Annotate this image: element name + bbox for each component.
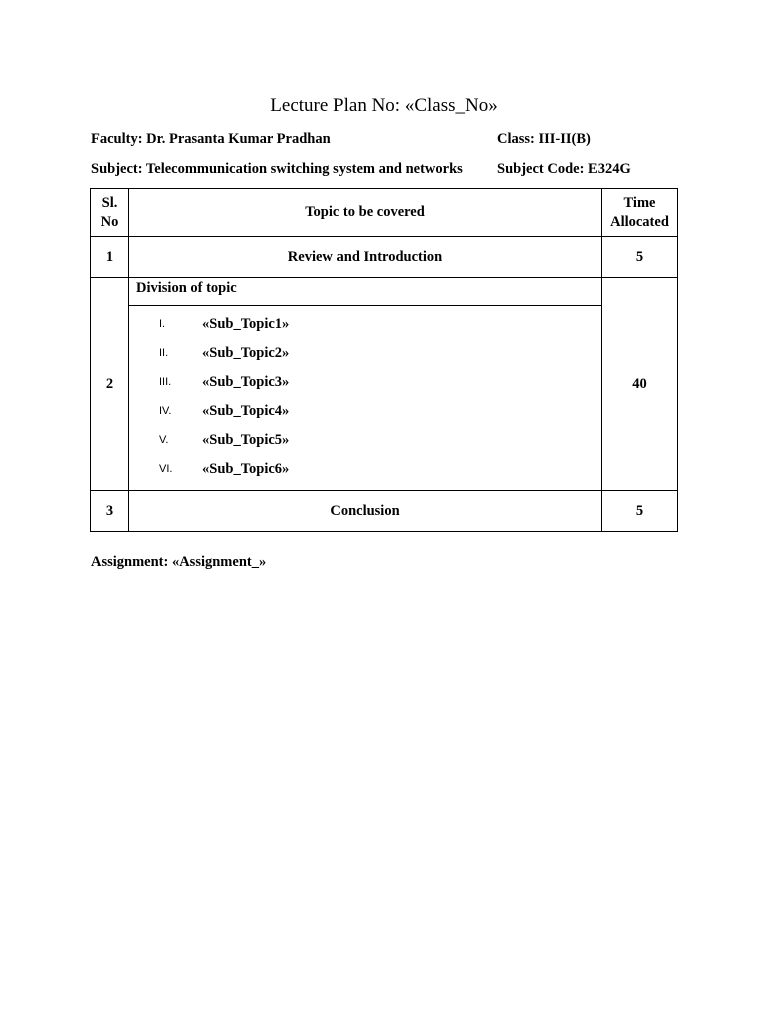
table-header-row <box>91 189 678 237</box>
subtopic-name: «Sub_Topic2» <box>202 345 290 361</box>
header-time: Time Allocated <box>602 189 678 237</box>
table-row <box>91 237 678 278</box>
roman-numeral: I. <box>159 318 166 330</box>
header-sl-no: Sl. No <box>91 189 129 237</box>
subtopic-name: «Sub_Topic5» <box>202 432 290 448</box>
list-item <box>129 310 601 339</box>
division-cell <box>129 278 602 491</box>
assignment-line: Assignment: «Assignment_» <box>91 554 267 570</box>
row-time: 40 <box>602 278 678 491</box>
list-item <box>129 339 601 368</box>
row-time: 5 <box>602 491 678 532</box>
division-title: Division of topic <box>129 278 601 306</box>
class-line: Class: III-II(B) <box>497 131 591 147</box>
list-item <box>129 455 601 484</box>
row-sl: 3 <box>91 491 129 532</box>
row-sl: 2 <box>91 278 129 491</box>
row-time: 5 <box>602 237 678 278</box>
roman-numeral: III. <box>159 376 172 388</box>
lecture-plan-table <box>90 188 678 532</box>
roman-numeral: VI. <box>159 463 173 475</box>
subtopic-list <box>129 306 601 490</box>
subject-code-line: Subject Code: E324G <box>497 161 631 177</box>
subtopic-name: «Sub_Topic3» <box>202 374 290 390</box>
roman-numeral: V. <box>159 434 169 446</box>
list-item <box>129 368 601 397</box>
header-topic: Topic to be covered <box>129 189 602 237</box>
row-topic: Review and Introduction <box>129 237 602 278</box>
roman-numeral: II. <box>159 347 169 359</box>
subtopic-name: «Sub_Topic4» <box>202 403 290 419</box>
row-topic: Conclusion <box>129 491 602 532</box>
list-item <box>129 397 601 426</box>
faculty-line: Faculty: Dr. Prasanta Kumar Pradhan <box>91 131 331 147</box>
subtopic-name: «Sub_Topic6» <box>202 461 290 477</box>
page-title: Lecture Plan No: «Class_No» <box>270 95 498 116</box>
subtopic-name: «Sub_Topic1» <box>202 316 290 332</box>
table-row <box>91 491 678 532</box>
table-row <box>91 278 678 491</box>
row-sl: 1 <box>91 237 129 278</box>
roman-numeral: IV. <box>159 405 172 417</box>
list-item <box>129 426 601 455</box>
subject-line: Subject: Telecommunication switching system and networks <box>91 161 463 177</box>
